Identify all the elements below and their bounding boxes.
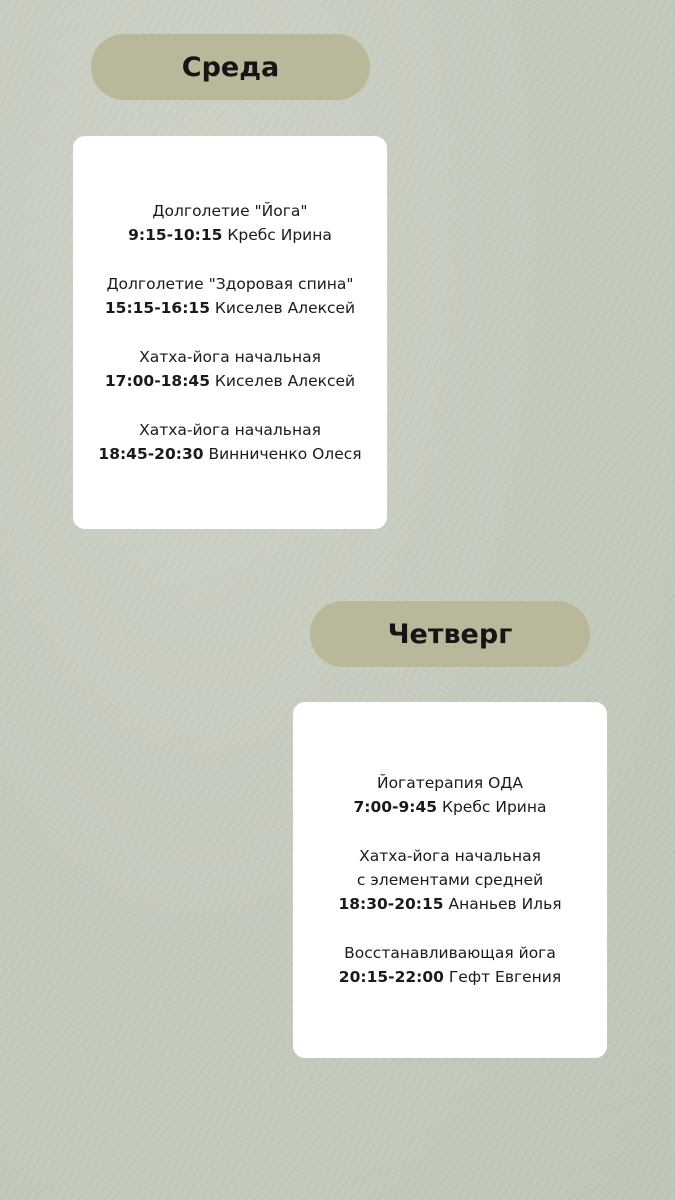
day-label-wednesday (91, 34, 370, 100)
session-time: 18:45-20:30 (98, 445, 204, 463)
day-title: Четверг (387, 618, 513, 650)
session-time-line (128, 223, 332, 247)
session-title: Долголетие "Йога" (152, 202, 308, 220)
session-time: 7:00-9:45 (353, 798, 438, 816)
session-item (339, 941, 561, 989)
session-time: 9:15-10:15 (128, 226, 223, 244)
session-title: Хатха-йога начальная (139, 348, 321, 366)
session-title: Долголетие "Здоровая спина" (106, 275, 354, 293)
session-item (128, 199, 332, 247)
session-time: 15:15-16:15 (104, 299, 210, 317)
session-title: Хатха-йога начальная (139, 421, 321, 439)
session-time-line (105, 296, 355, 320)
session-time-line (98, 442, 361, 466)
session-teacher: Винниченко Олеся (208, 445, 362, 463)
day-label-thursday (310, 601, 590, 667)
session-item (338, 844, 561, 916)
session-time: 17:00-18:45 (104, 372, 210, 390)
session-time-line (339, 965, 561, 989)
session-time: 18:30-20:15 (338, 895, 444, 913)
session-teacher: Ананьев Илья (448, 895, 562, 913)
session-time-line (353, 795, 546, 819)
session-teacher: Кребс Ирина (227, 226, 332, 244)
day-title: Среда (181, 51, 280, 83)
session-title: Йогатерапия ОДА (376, 774, 523, 792)
session-title: Хатха-йога начальная (359, 847, 541, 865)
schedule-card-wednesday (73, 136, 387, 529)
schedule-card-thursday (293, 702, 607, 1058)
session-item (105, 345, 355, 393)
session-teacher: Киселев Алексей (214, 372, 356, 390)
session-time-line (338, 892, 561, 916)
session-teacher: Гефт Евгения (448, 968, 562, 986)
session-time: 20:15-22:00 (338, 968, 444, 986)
session-title: Восстанавливающая йога (344, 944, 556, 962)
session-time-line (105, 369, 355, 393)
session-item (105, 272, 355, 320)
session-teacher: Кребс Ирина (441, 798, 547, 816)
session-teacher: Киселев Алексей (214, 299, 356, 317)
session-item (353, 771, 546, 819)
session-item (98, 418, 361, 466)
session-subtitle: с элементами средней (356, 871, 544, 889)
